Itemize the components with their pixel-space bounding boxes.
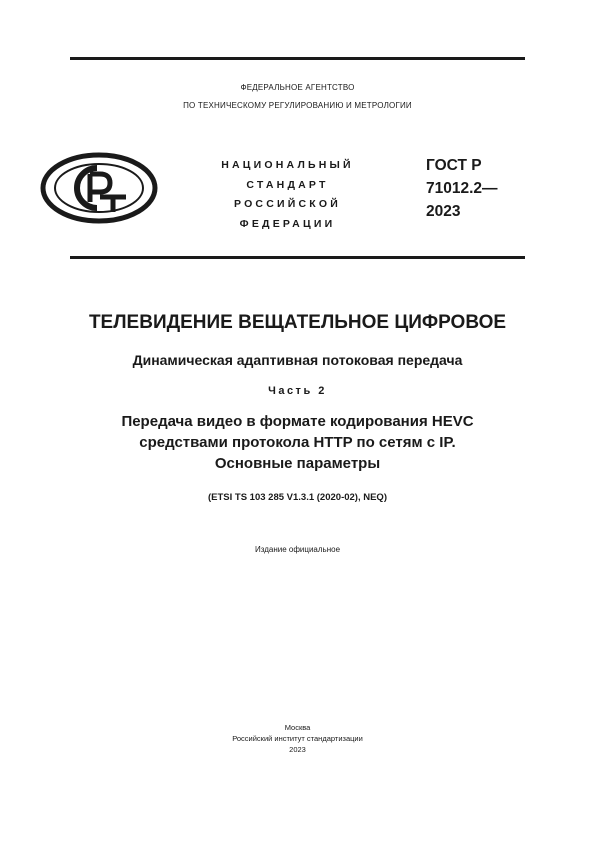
national-standard-line4: ФЕДЕРАЦИИ [239, 217, 336, 230]
rst-certification-mark-icon [40, 152, 158, 224]
source-reference: (ETSI TS 103 285 V1.3.1 (2020-02), NEQ) [207, 492, 387, 503]
document-subtitle: Динамическая адаптивная потоковая передача [132, 352, 463, 368]
imprint-footer [40, 722, 555, 755]
top-rule [70, 57, 525, 60]
document-title: ТЕЛЕВИДЕНИЕ ВЕЩАТЕЛЬНОЕ ЦИФРОВОЕ [88, 312, 507, 333]
national-standard-line3: РОССИЙСКОЙ [234, 198, 341, 210]
header-bottom-rule [70, 256, 525, 259]
part-title-line2: средствами протокола HTTP по сетям с IP. [139, 434, 456, 451]
gost-number-line3: 2023 [426, 203, 461, 220]
agency-name-line2: ПО ТЕХНИЧЕСКОМУ РЕГУЛИРОВАНИЮ И МЕТРОЛОГИИ [183, 101, 412, 110]
national-standard-block [190, 156, 385, 234]
gost-number-line1: ГОСТ Р [426, 157, 482, 174]
gost-number-line2: 71012.2— [426, 180, 498, 197]
imprint-publisher: Российский институт стандартизации [232, 734, 363, 743]
agency-name-line1: ФЕДЕРАЛЬНОЕ АГЕНТСТВО [240, 83, 355, 92]
part-title-block [40, 411, 555, 474]
imprint-city: Москва [284, 723, 311, 732]
gost-number-block [426, 154, 498, 223]
imprint-year: 2023 [289, 745, 306, 754]
edition-label: Издание официальное [254, 545, 341, 554]
document-part: Часть 2 [268, 385, 327, 397]
part-title-line1: Передача видео в формате кодирования HEVC [121, 413, 474, 430]
national-standard-line1: НАЦИОНАЛЬНЫЙ [221, 159, 354, 171]
part-title-line3: Основные параметры [214, 455, 381, 472]
national-standard-line2: СТАНДАРТ [246, 178, 329, 191]
